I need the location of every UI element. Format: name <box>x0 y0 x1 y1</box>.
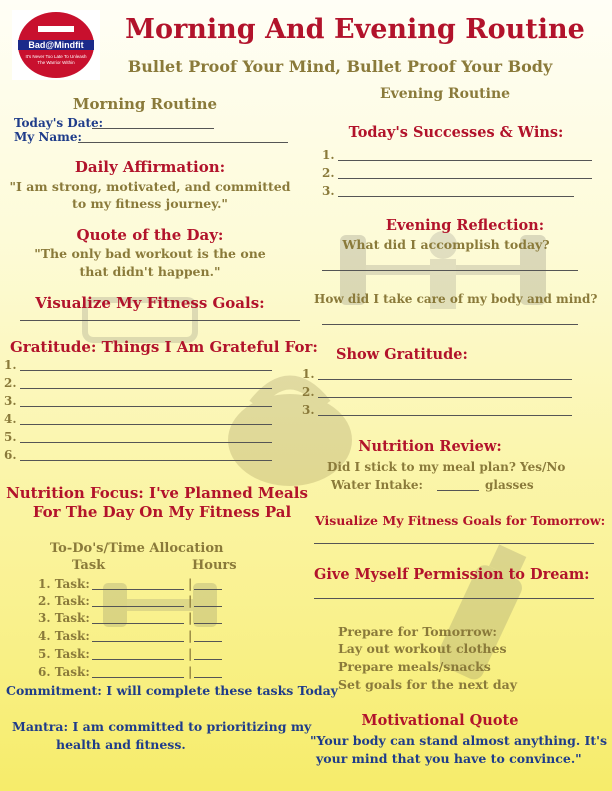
dumbbell-watermark-icon <box>95 575 225 635</box>
visualize-heading: Visualize My Fitness Goals: <box>35 294 265 312</box>
visualize-tomorrow-field[interactable] <box>314 543 594 544</box>
quote-heading: Quote of the Day: <box>76 226 224 244</box>
prepare-item-1: Lay out workout clothes <box>338 641 507 656</box>
task-separator-3: | <box>188 611 193 625</box>
success-field-2[interactable] <box>338 178 592 179</box>
gratitude-field-6[interactable] <box>20 460 272 461</box>
task-field-1[interactable] <box>92 589 184 590</box>
page-subtitle: Bullet Proof Your Mind, Bullet Proof Your Body <box>127 57 553 76</box>
gratitude-num-6: 6. <box>4 448 17 462</box>
evening-gratitude-heading: Show Gratitude: <box>336 346 468 363</box>
hours-column-header: Hours <box>192 558 237 573</box>
reflection-q2: How did I take care of my body and mind? <box>314 292 598 306</box>
motivational-line1: "Your body can stand almost anything. It's <box>310 733 608 748</box>
dream-field[interactable] <box>314 598 594 599</box>
task-label-3: 3. Task: <box>38 611 90 625</box>
page-title: Morning And Evening Routine <box>125 14 585 45</box>
hours-field-2[interactable] <box>194 606 222 607</box>
hours-field-3[interactable] <box>194 623 222 624</box>
logo-brand: Bad@Mindfit <box>18 40 94 50</box>
todo-heading: To-Do's/Time Allocation <box>50 541 224 556</box>
motivational-line2: your mind that you have to convince." <box>316 751 582 766</box>
success-field-1[interactable] <box>338 160 592 161</box>
task-separator-4: | <box>188 629 193 643</box>
prepare-heading: Prepare for Tomorrow: <box>338 624 497 639</box>
gratitude-field-5[interactable] <box>20 442 272 443</box>
nutrition-focus-line1: Nutrition Focus: I've Planned Meals <box>6 484 308 502</box>
prepare-item-3: Set goals for the next day <box>338 677 517 692</box>
water-intake-unit: glasses <box>485 478 534 492</box>
evening-gratitude-field-1[interactable] <box>318 379 572 380</box>
task-label-2: 2. Task: <box>38 594 90 608</box>
gratitude-heading: Gratitude: Things I Am Grateful For: <box>10 338 318 356</box>
logo-tagline: It's Never Too Late To Unleash The Warrior Within <box>25 54 87 65</box>
hours-field-1[interactable] <box>194 589 222 590</box>
evening-gratitude-field-3[interactable] <box>318 415 572 416</box>
reflection-field-2[interactable] <box>322 324 578 325</box>
my-name-label: My Name: <box>14 130 82 144</box>
evening-gratitude-num-1: 1. <box>302 367 315 381</box>
task-column-header: Task <box>72 558 106 573</box>
task-field-2[interactable] <box>92 606 184 607</box>
hours-field-5[interactable] <box>194 659 222 660</box>
mantra-line2: health and fitness. <box>56 737 186 752</box>
nutrition-focus-line2: For The Day On My Fitness Pal <box>32 503 292 521</box>
reflection-field-1[interactable] <box>322 270 578 271</box>
affirmation-line1: "I am strong, motivated, and committed <box>9 179 291 194</box>
task-separator-5: | <box>188 647 193 661</box>
task-field-6[interactable] <box>92 677 184 678</box>
prepare-item-2: Prepare meals/snacks <box>338 659 491 674</box>
task-field-4[interactable] <box>92 641 184 642</box>
visualize-field[interactable] <box>20 320 300 321</box>
gratitude-num-1: 1. <box>4 358 17 372</box>
gratitude-num-4: 4. <box>4 412 17 426</box>
task-separator-6: | <box>188 665 193 679</box>
water-intake-label: Water Intake: <box>331 478 423 492</box>
nutrition-review-heading: Nutrition Review: <box>358 438 502 455</box>
logo <box>12 10 100 80</box>
logo-badge <box>18 12 94 78</box>
success-field-3[interactable] <box>338 196 574 197</box>
gratitude-num-3: 3. <box>4 394 17 408</box>
reflection-q1: What did I accomplish today? <box>342 237 550 252</box>
task-label-1: 1. Task: <box>38 577 90 591</box>
water-intake-field[interactable] <box>437 490 479 491</box>
hours-field-4[interactable] <box>194 641 222 642</box>
my-name-field[interactable] <box>78 142 288 143</box>
success-num-3: 3. <box>322 184 335 198</box>
meal-plan-question: Did I stick to my meal plan? Yes/No <box>327 460 566 474</box>
task-label-6: 6. Task: <box>38 665 90 679</box>
quote-line1: "The only bad workout is the one <box>34 246 266 261</box>
reflection-heading: Evening Reflection: <box>385 217 545 234</box>
task-label-4: 4. Task: <box>38 629 90 643</box>
evening-gratitude-field-2[interactable] <box>318 397 572 398</box>
todays-date-label: Today's Date: <box>14 116 104 130</box>
visualize-tomorrow-heading: Visualize My Fitness Goals for Tomorrow: <box>315 513 606 528</box>
gratitude-num-5: 5. <box>4 430 17 444</box>
success-num-2: 2. <box>322 166 335 180</box>
task-field-3[interactable] <box>92 623 184 624</box>
task-label-5: 5. Task: <box>38 647 90 661</box>
success-num-1: 1. <box>322 148 335 162</box>
commitment-text: Commitment: I will complete these tasks Today <box>6 683 338 698</box>
hours-field-6[interactable] <box>194 677 222 678</box>
gratitude-field-1[interactable] <box>20 370 272 371</box>
mantra-line1: Mantra: I am committed to prioritizing my <box>12 719 312 734</box>
motivational-heading: Motivational Quote <box>361 712 519 729</box>
dream-heading: Give Myself Permission to Dream: <box>314 566 590 583</box>
dumbbell-icon <box>38 26 74 32</box>
gratitude-field-2[interactable] <box>20 388 272 389</box>
evening-gratitude-num-3: 3. <box>302 403 315 417</box>
quote-line2: that didn't happen." <box>79 264 221 279</box>
task-field-5[interactable] <box>92 659 184 660</box>
gratitude-field-3[interactable] <box>20 406 272 407</box>
todays-date-field[interactable] <box>92 128 214 129</box>
task-separator-1: | <box>188 577 193 591</box>
evening-heading: Evening Routine <box>379 86 511 102</box>
evening-gratitude-num-2: 2. <box>302 385 315 399</box>
successes-heading: Today's Successes & Wins: <box>348 124 564 141</box>
gratitude-num-2: 2. <box>4 376 17 390</box>
morning-heading: Morning Routine <box>72 95 218 113</box>
task-separator-2: | <box>188 594 193 608</box>
affirmation-heading: Daily Affirmation: <box>74 158 226 176</box>
affirmation-line2: to my fitness journey." <box>72 196 228 211</box>
gratitude-field-4[interactable] <box>20 424 272 425</box>
